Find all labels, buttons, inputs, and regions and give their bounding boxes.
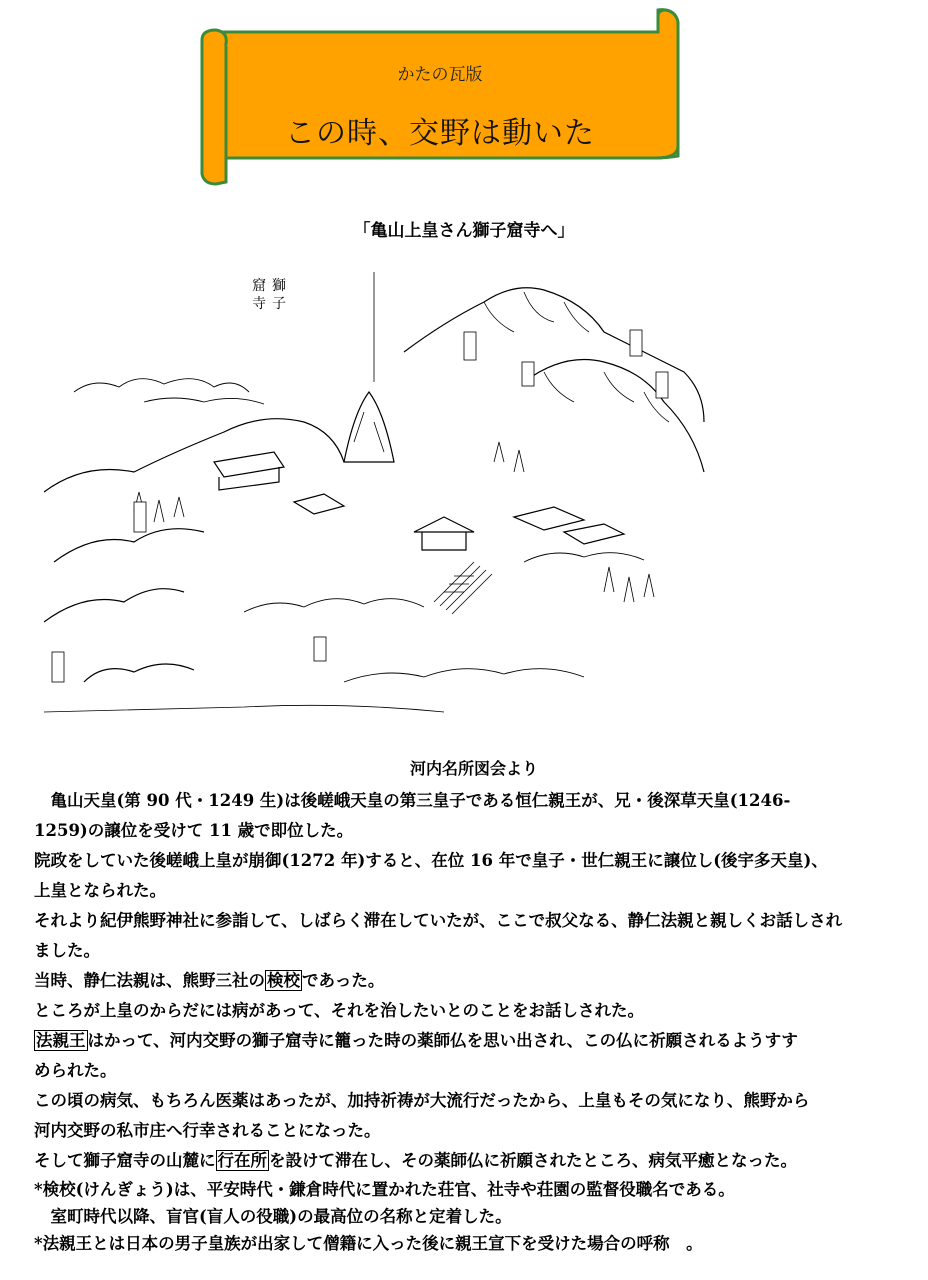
body-line: 上皇となられた。 xyxy=(34,881,166,900)
body-text-span: を設けて滞在し、その薬師仏に祈願されたところ、病気平癒となった。 xyxy=(269,1151,797,1170)
shishikutsuji-drawing xyxy=(44,262,714,740)
footnote-kengyo-cont: 室町時代以降、盲官(盲人の役職)の最高位の名称と定着した。 xyxy=(34,1207,512,1226)
body-text-span: であった。 xyxy=(302,971,385,990)
footnote-hoshinno: *法親王とは日本の男子皇族が出家して僧籍に入った後に親王宣下を受けた場合の呼称 。 xyxy=(34,1234,703,1253)
body-line: 亀山天皇(第 90 代・1249 生)は後嵯峨天皇の第三皇子である恒仁親王が、兄・後深草天皇(1246- xyxy=(34,791,791,810)
scroll-left-roll xyxy=(202,40,226,184)
body-line: 1259)の譲位を受けて 11 歳で即位した。 xyxy=(34,821,354,840)
article-subtitle: 「亀山上皇さん獅子窟寺へ」 xyxy=(353,221,575,241)
illustration-label: 獅子 窟寺 xyxy=(252,278,286,312)
body-line: それより紀伊熊野神社に参詣して、しばらく滞在していたが、ここで叔父なる、静仁法親と親しくお話しされ xyxy=(34,911,843,930)
title-banner xyxy=(196,6,686,188)
scroll-banner-graphic xyxy=(196,6,686,188)
main-title: この時、交野は動いた xyxy=(285,116,595,151)
series-title: かたの瓦版 xyxy=(397,65,483,85)
body-line: ました。 xyxy=(34,941,100,960)
illustration-caption: 河内名所図会より xyxy=(409,759,538,778)
term-hoshinno: 法親王 xyxy=(36,1031,86,1050)
term-kengyo: 検校 xyxy=(267,971,300,990)
body-line: この頃の病気、もちろん医薬はあったが、加持祈祷が大流行だったから、上皇もその気になり、熊野から xyxy=(34,1091,810,1110)
body-line: められた。 xyxy=(34,1061,117,1080)
footnote-kengyo: *検校(けんぎょう)は、平安時代・鎌倉時代に置かれた荘官、社寺や荘園の監督役職名である。 xyxy=(34,1180,735,1199)
article-body xyxy=(34,786,914,1257)
body-text-span: そして獅子窟寺の山麓に xyxy=(34,1151,216,1170)
body-text-span: 当時、静仁法親は、熊野三社の xyxy=(34,971,265,990)
body-line xyxy=(34,1026,914,1056)
term-anzaisho: 行在所 xyxy=(217,1151,267,1170)
body-line xyxy=(34,966,914,996)
body-text-span: はかって、河内交野の獅子窟寺に籠った時の薬師仏を思い出され、この仏に祈願されるようすす xyxy=(87,1031,798,1050)
body-line xyxy=(34,1146,914,1176)
body-line: 院政をしていた後嵯峨上皇が崩御(1272 年)すると、在位 16 年で皇子・世仁親王に譲位し(後宇多天皇)、 xyxy=(34,851,828,870)
body-line: 河内交野の私市庄へ行幸されることになった。 xyxy=(34,1121,381,1140)
body-line: ところが上皇のからだには病があって、それを治したいとのことをお話しされた。 xyxy=(34,1001,645,1020)
temple-illustration xyxy=(44,262,714,740)
